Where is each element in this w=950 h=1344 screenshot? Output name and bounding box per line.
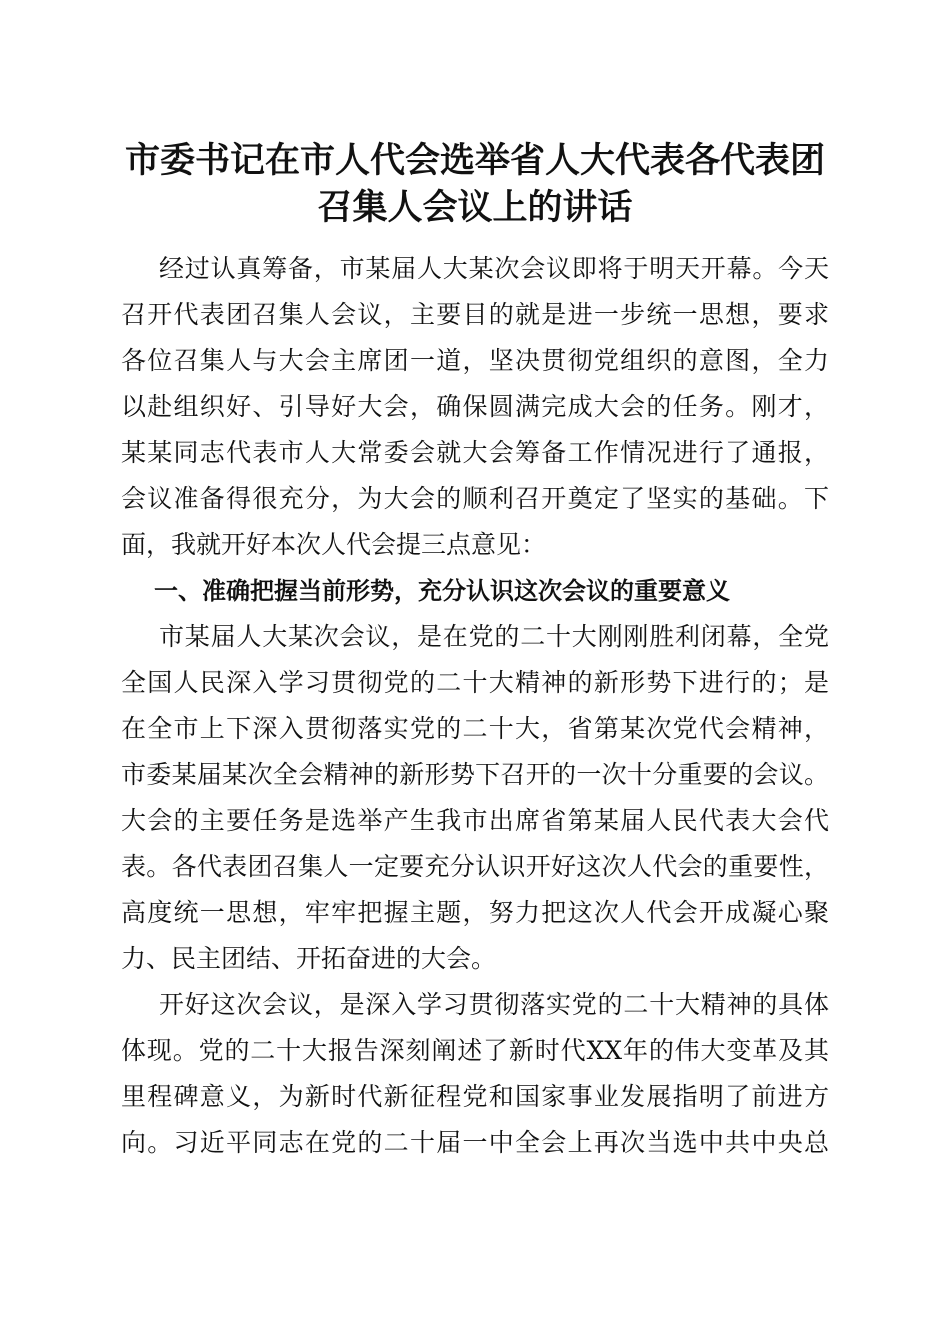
text-line: 开好这次会议，是深入学习贯彻落实党的二十大精神的具体 <box>159 990 829 1019</box>
text-line: 体现。党的二十大报告深刻阐述了新时代XX年的伟大变革及其 <box>121 1036 829 1065</box>
text-line: 里程碑意义，为新时代新征程党和国家事业发展指明了前进方 <box>121 1082 829 1111</box>
paragraph-2 <box>121 614 829 982</box>
text-line: 大会的主要任务是选举产生我市出席省第某届人民代表大会代 <box>121 806 829 835</box>
section-heading-1: 一、准确把握当前形势，充分认识这次会议的重要意义 <box>154 577 730 605</box>
text-line: 某某同志代表市人大常委会就大会筹备工作情况进行了通报， <box>121 438 829 467</box>
text-line: 向。习近平同志在党的二十届一中全会上再次当选中共中央总 <box>121 1128 829 1157</box>
document-title-line-1: 市委书记在市人代会选举省人大代表各代表团 <box>124 140 825 181</box>
text-line: 召开代表团召集人会议，主要目的就是进一步统一思想，要求 <box>121 300 829 329</box>
text-line: 以赴组织好、引导好大会，确保圆满完成大会的任务。刚才， <box>121 392 829 421</box>
text-line: 市某届人大某次会议，是在党的二十大刚刚胜利闭幕，全党 <box>159 622 829 651</box>
document-title-line-2: 召集人会议上的讲话 <box>317 187 633 228</box>
text-line: 面，我就开好本次人代会提三点意见： <box>121 530 547 559</box>
document-body <box>121 246 829 1166</box>
text-line: 市委某届某次全会精神的新形势下召开的一次十分重要的会议。 <box>121 760 829 789</box>
text-line: 会议准备得很充分，为大会的顺利召开奠定了坚实的基础。下 <box>121 484 829 513</box>
text-line: 在全市上下深入贯彻落实党的二十大，省第某次党代会精神， <box>121 714 829 743</box>
text-line: 力、民主团结、开拓奋进的大会。 <box>121 944 497 973</box>
text-line: 各位召集人与大会主席团一道，坚决贯彻党组织的意图，全力 <box>121 346 829 375</box>
text-line: 全国人民深入学习贯彻党的二十大精神的新形势下进行的；是 <box>121 668 829 697</box>
text-line: 表。各代表团召集人一定要充分认识开好这次人代会的重要性， <box>121 852 829 881</box>
paragraph-3 <box>121 982 829 1166</box>
paragraph-1 <box>121 246 829 568</box>
text-line: 经过认真筹备，市某届人大某次会议即将于明天开幕。今天 <box>159 254 829 283</box>
text-line: 高度统一思想，牢牢把握主题，努力把这次人代会开成凝心聚 <box>121 898 829 927</box>
